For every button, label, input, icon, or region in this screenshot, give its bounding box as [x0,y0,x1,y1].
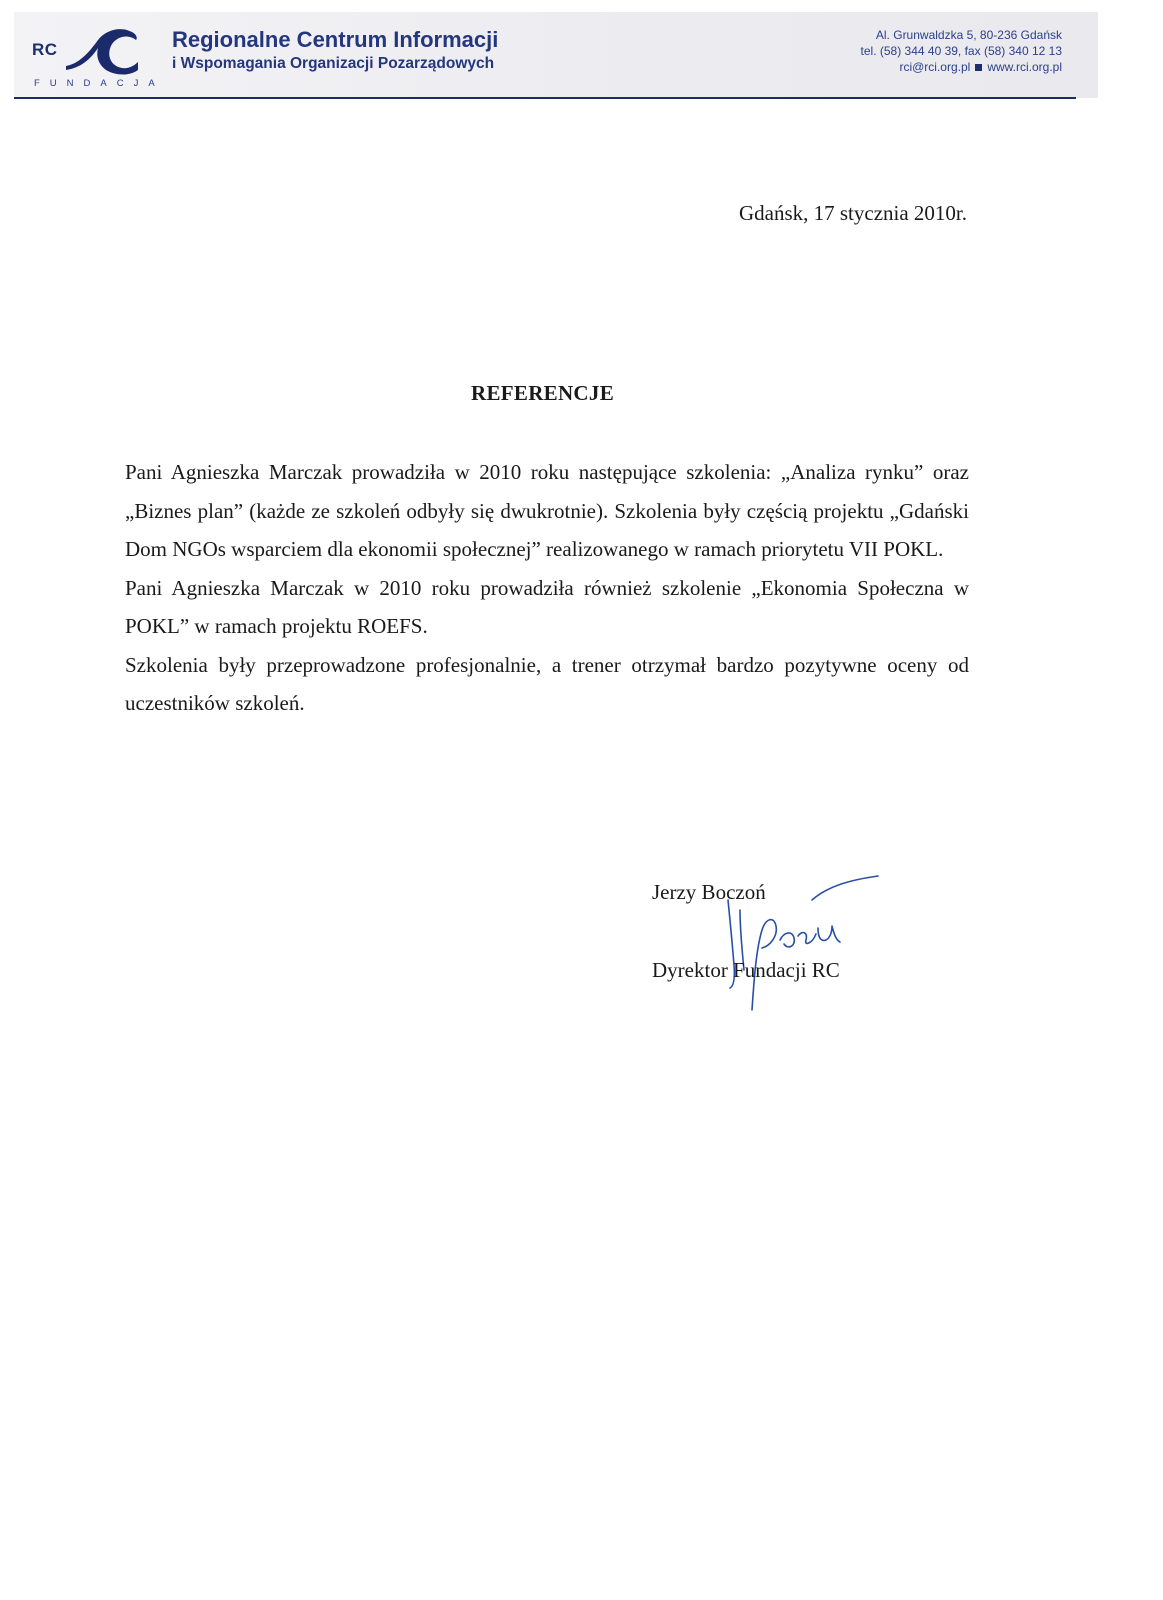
handwritten-signature [700,870,890,1015]
rc-foundation-logo [32,26,172,96]
letterhead [14,12,1098,98]
letter-heading: REFERENCJE [470,381,615,405]
signatory-name: Jerzy Boczoń [652,880,766,904]
organization-name [172,26,498,74]
body-paragraph-1: Pani Agnieszka Marczak prowadziła w 2010 roku następujące szkolenia: „Analiza rynku” oraz „Biznes plan” (każde ze szkoleń odbyły się dwukrotnie). Szkolenia były częścią projektu „Gdański Dom NGOs wsparciem dla ekonomii społecznej” realizowanego w ramach priorytetu VII POKL. [125,460,969,561]
contact-info [861,27,1062,75]
phone-fax: tel. (58) 344 40 39, fax (58) 340 12 13 [860,44,1062,58]
org-name-line2: i Wspomagania Organizacji Pozarządowych [172,55,495,72]
signatory-title: Dyrektor Fundacji RC [652,958,840,982]
separator-square-icon [975,64,982,71]
address: Al. Grunwaldzka 5, 80-236 Gdańsk [875,28,1062,42]
wave-logo-icon [64,24,144,80]
logo-fundacja-text: FUNDACJA [34,78,165,89]
logo-rc-text: RC [32,40,58,59]
email-website-line [861,59,1062,75]
body-paragraph-2: Pani Agnieszka Marczak w 2010 roku prowadziła również szkolenie „Ekonomia Społeczna w POKL” w ramach projektu ROEFS. [125,575,969,638]
body-paragraph-3: Szkolenia były przeprowadzone profesjonalnie, a trener otrzymał bardzo pozytywne oceny od uczestników szkoleń. [125,652,969,715]
website-link[interactable]: www.rci.org.pl [987,60,1062,74]
org-name-line1: Regionalne Centrum Informacji [172,27,499,52]
letter-body [125,453,969,723]
email-link[interactable]: rci@rci.org.pl [899,60,971,74]
letter-date: Gdańsk, 17 stycznia 2010r. [738,201,967,225]
header-divider [14,97,1076,99]
